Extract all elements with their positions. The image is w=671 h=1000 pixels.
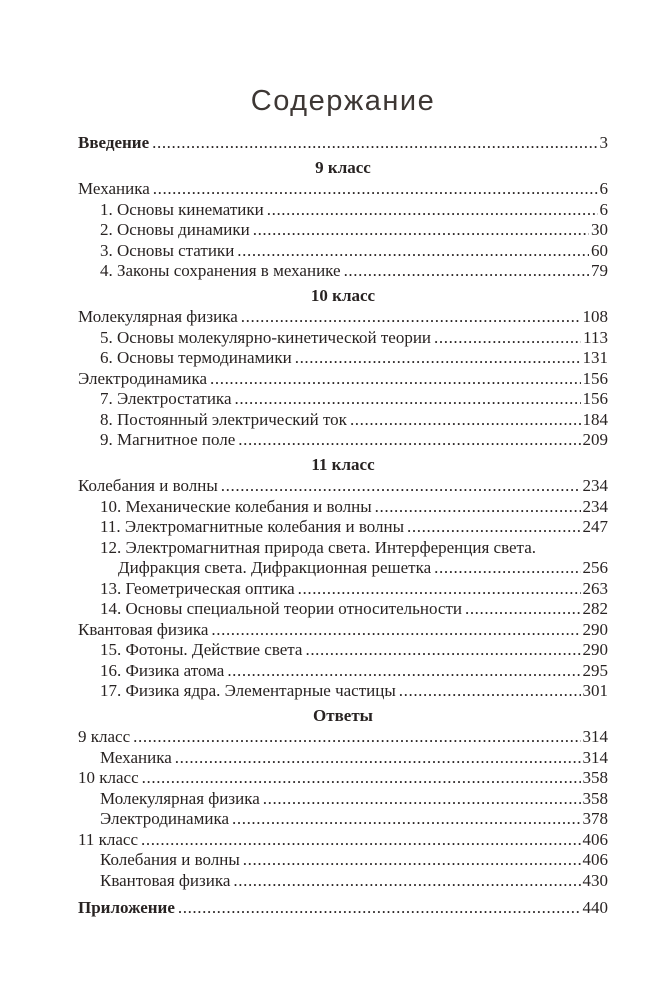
toc-entry — [100, 579, 608, 600]
toc-entry — [100, 681, 608, 702]
toc-entry-page-number: 358 — [582, 788, 608, 808]
toc-entry-page-number: 301 — [582, 681, 608, 700]
dot-leader — [221, 476, 581, 497]
toc-entry-title: 5. Основы молекулярно-кинетической теории — [100, 327, 432, 347]
toc-entry-title: 6. Основы термодинамики — [100, 348, 292, 367]
toc-section-heading-label: 10 класс — [310, 285, 376, 305]
toc-entry-page-number: 430 — [582, 870, 608, 890]
toc-entry-page-number: 113 — [583, 327, 608, 347]
dot-leader — [241, 307, 581, 328]
toc-entry-title: Дифракция света. Дифракционная решетка — [118, 558, 432, 577]
toc-entry-title: 17. Физика ядра. Элементарные частицы — [100, 681, 396, 700]
toc-entry — [78, 830, 608, 851]
toc-entry-page-number: 234 — [582, 496, 608, 516]
toc-entry-title: 11 класс — [78, 829, 138, 849]
toc-entry-title: 3. Основы статики — [100, 240, 235, 260]
dot-leader — [243, 850, 581, 871]
toc-entry — [78, 133, 608, 154]
toc-entry-page-number: 406 — [582, 850, 608, 869]
dot-leader — [295, 348, 581, 369]
toc-entry — [100, 200, 608, 221]
toc-entry — [100, 517, 608, 538]
toc-entry — [78, 898, 608, 919]
toc-section-heading-label: Ответы — [313, 705, 373, 725]
toc-entry-page-number: 290 — [582, 640, 608, 659]
toc-entry-title: Механика — [100, 747, 172, 767]
toc-entry — [78, 476, 608, 497]
toc-entry-title: 4. Законы сохранения в механике — [100, 261, 341, 280]
toc-entry-title: Электродинамика — [100, 809, 230, 828]
dot-leader — [434, 558, 580, 579]
dot-leader — [233, 871, 580, 892]
toc-entry-title: 10 класс — [78, 768, 139, 787]
dot-leader — [232, 809, 580, 830]
toc-entry-title: Введение — [78, 133, 150, 152]
toc-entry-page-number: 282 — [582, 599, 608, 618]
toc-entry-title: 9 класс — [78, 727, 131, 746]
toc-entry — [100, 261, 608, 282]
dot-leader — [263, 789, 581, 810]
toc-entry-page-number: 131 — [582, 348, 608, 367]
toc-entry-title: 8. Постоянный электрический ток — [100, 409, 347, 429]
dot-leader — [298, 579, 581, 600]
toc-entry — [100, 809, 608, 830]
toc-section-heading-label: 9 класс — [315, 157, 371, 177]
dot-leader — [267, 200, 598, 221]
toc-section-heading — [78, 706, 608, 727]
toc-entry-page-number: 3 — [599, 133, 608, 152]
toc-entry-page-number: 263 — [582, 578, 608, 598]
toc-entry — [78, 307, 608, 328]
toc-entry — [100, 850, 608, 871]
toc-entry-title: Квантовая физика — [100, 870, 231, 890]
dot-leader — [175, 748, 581, 769]
dot-leader — [238, 430, 580, 451]
dot-leader — [153, 179, 598, 200]
toc-entry — [78, 727, 608, 748]
toc-entry-title: Молекулярная физика — [78, 307, 238, 326]
toc-entry-page-number: 30 — [591, 220, 608, 239]
toc-entry — [100, 661, 608, 682]
dot-leader — [434, 328, 581, 349]
toc-entry — [100, 348, 608, 369]
toc-entry — [100, 538, 608, 559]
toc-entry-title: 12. Электромагнитная природа света. Интерференция света. — [100, 537, 536, 557]
toc-entry-page-number: 358 — [582, 768, 608, 787]
dot-leader — [344, 261, 589, 282]
toc-entry-title: 2. Основы динамики — [100, 220, 250, 239]
dot-leader — [399, 681, 581, 702]
toc-entry-title: 16. Физика атома — [100, 660, 225, 680]
toc-entry-page-number: 406 — [582, 829, 608, 849]
toc-entry-page-number: 184 — [582, 409, 608, 429]
dot-leader — [142, 768, 581, 789]
toc-entry-title: Приложение — [78, 898, 175, 917]
toc-entry-title: Молекулярная физика — [100, 788, 260, 808]
toc-entry-page-number: 378 — [582, 809, 608, 828]
dot-leader — [253, 220, 589, 241]
toc-section-heading — [78, 158, 608, 179]
toc-entry-title: Электродинамика — [78, 368, 208, 388]
dot-leader — [305, 640, 580, 661]
toc-entry — [100, 328, 608, 349]
toc-entry-page-number: 60 — [591, 240, 608, 260]
toc-entry-page-number: 256 — [582, 558, 608, 577]
toc-entry-page-number: 314 — [582, 727, 608, 746]
toc-entry — [100, 241, 608, 262]
page-title: Содержание — [250, 85, 436, 117]
toc-entry — [100, 748, 608, 769]
toc-entry-page-number: 156 — [582, 368, 608, 388]
toc-entry — [100, 389, 608, 410]
toc-entry-title: 13. Геометрическая оптика — [100, 578, 295, 598]
toc-entry-page-number: 6 — [599, 179, 608, 198]
toc-entry-page-number: 108 — [582, 307, 608, 326]
dot-leader — [237, 241, 589, 262]
toc-entry-page-number: 440 — [582, 898, 608, 917]
dot-leader — [141, 830, 581, 851]
toc-entry-page-number: 209 — [582, 430, 608, 449]
dot-leader — [211, 620, 580, 641]
toc-entry — [100, 599, 608, 620]
toc-entry-page-number: 290 — [582, 619, 608, 639]
dot-leader — [234, 389, 580, 410]
toc-entry-title: 9. Магнитное поле — [100, 430, 236, 449]
toc-entry — [100, 789, 608, 810]
toc-entry-title: Механика — [78, 179, 150, 198]
dot-leader — [133, 727, 580, 748]
toc-entry-title: 10. Механические колебания и волны — [100, 496, 372, 516]
toc-entry-title: 14. Основы специальной теории относительности — [100, 599, 462, 618]
dot-leader — [178, 898, 581, 919]
dot-leader — [465, 599, 581, 620]
toc-entry — [100, 497, 608, 518]
toc-entry — [100, 220, 608, 241]
dot-leader — [375, 497, 581, 518]
toc-entry — [78, 179, 608, 200]
toc-entry-page-number: 247 — [582, 517, 608, 536]
toc-entry-page-number: 234 — [582, 476, 608, 495]
toc-entry-title: 7. Электростатика — [100, 389, 232, 408]
toc-entry — [118, 558, 608, 579]
dot-leader — [227, 661, 580, 682]
toc-entry-page-number: 295 — [582, 660, 608, 680]
toc-entry — [100, 410, 608, 431]
toc-entry-title: 15. Фотоны. Действие света — [100, 640, 303, 659]
toc-section-heading-label: 11 класс — [311, 454, 375, 474]
toc-entry-page-number: 314 — [582, 747, 608, 767]
dot-leader — [210, 369, 580, 390]
toc-entry-page-number: 6 — [599, 199, 608, 219]
toc-entry-page-number: 156 — [582, 389, 608, 408]
toc-entry-title: Квантовая физика — [78, 619, 209, 639]
toc-entry — [100, 430, 608, 451]
dot-leader — [350, 410, 581, 431]
toc-entry — [78, 620, 608, 641]
toc-entry-title: 1. Основы кинематики — [100, 199, 264, 219]
toc-entry-title: 11. Электромагнитные колебания и волны — [100, 517, 405, 536]
toc-section-heading — [78, 286, 608, 307]
table-of-contents — [78, 133, 608, 919]
toc-entry — [100, 871, 608, 892]
toc-entry — [100, 640, 608, 661]
toc-entry — [78, 768, 608, 789]
toc-entry-title: Колебания и волны — [100, 850, 240, 869]
toc-entry-title: Колебания и волны — [78, 476, 218, 495]
dot-leader — [407, 517, 580, 538]
toc-entry-page-number: 79 — [591, 261, 608, 280]
toc-section-heading — [78, 455, 608, 476]
dot-leader — [152, 133, 597, 154]
toc-entry — [78, 369, 608, 390]
